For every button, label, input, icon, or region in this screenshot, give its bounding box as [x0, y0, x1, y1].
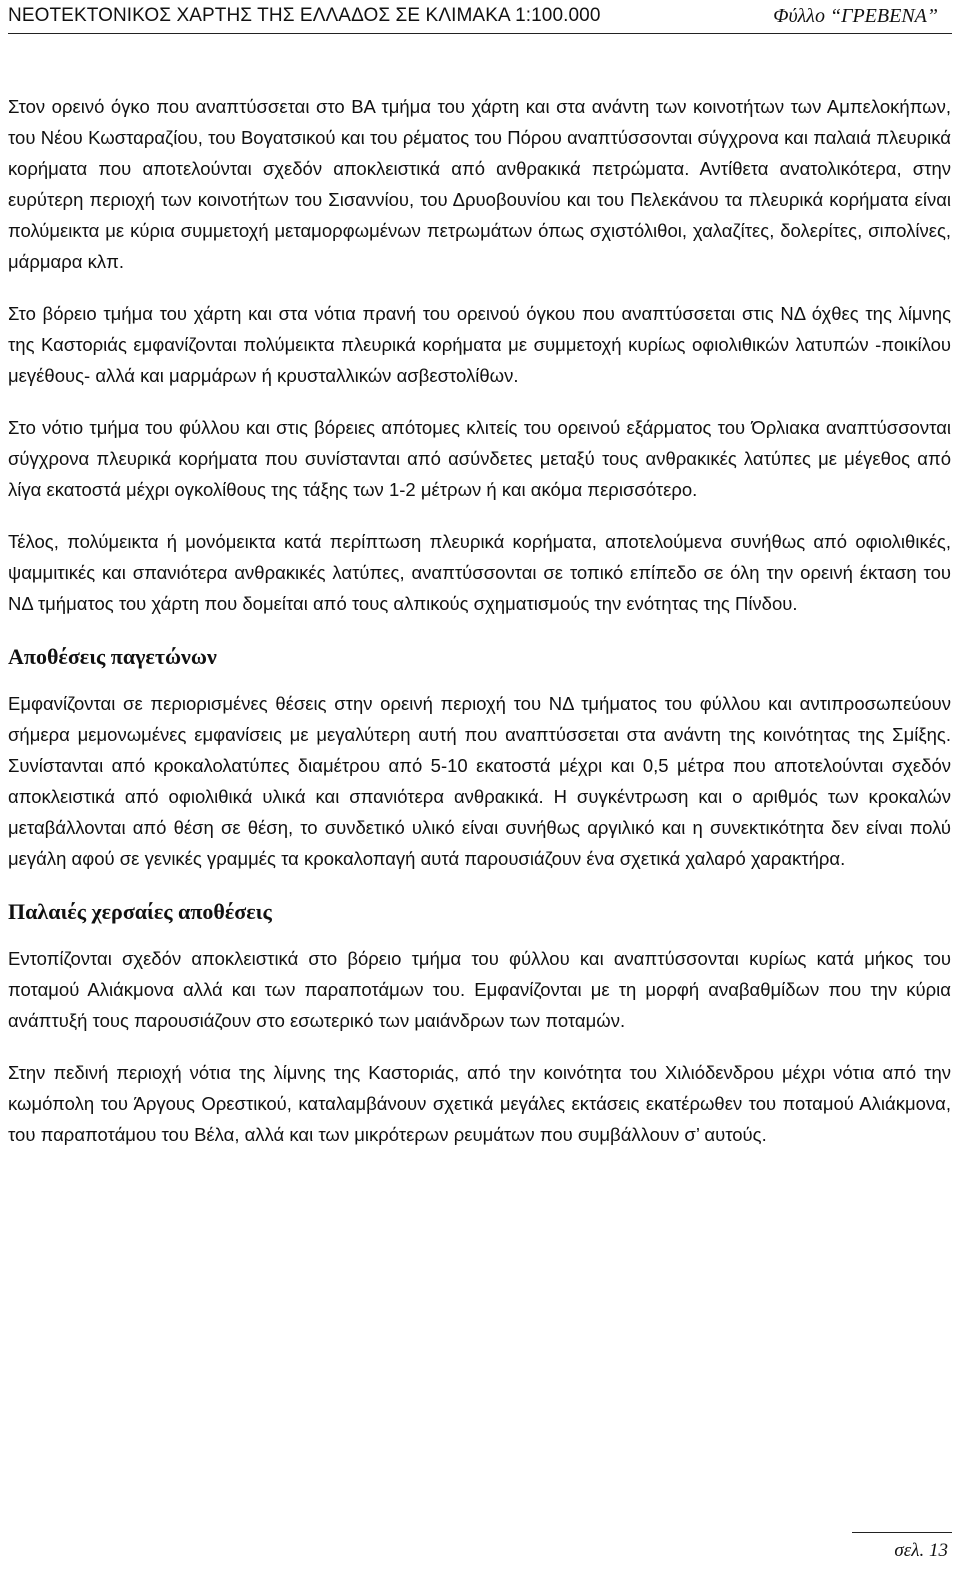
- page-header: [8, 3, 952, 34]
- paragraph: Στο νότιο τμήμα του φύλλου και στις βόρειες απότομες κλιτείς του ορεινού εξάρματος του Όρλιακα αναπτύσσονται σύγχρονα πλευρικά κορήματα που συνίστανται από ασύνδετες μεταξύ τους ανθρακικές λατύπες με μέγεθος από λίγα εκατοστά μέχρι ογκολίθους της τάξης των 1-2 μέτρων ή και ακόμα περισσότερο.: [8, 417, 951, 500]
- page-number: σελ. 13: [894, 1540, 948, 1561]
- section-heading: Αποθέσεις παγετώνων: [8, 644, 217, 669]
- paragraph: Εντοπίζονται σχεδόν αποκλειστικά στο βόρειο τμήμα του φύλλου και αναπτύσσονται κυρίως κατά μήκος του ποταμού Αλιάκμονα αλλά και των παραποτάμων του. Εμφανίζονται με τη μορφή αναβαθμίδων που την κύρια ανάπτυξή τους παρουσιάζουν στο εσωτερικό των μαιάνδρων των ποταμών.: [8, 948, 951, 1031]
- paragraph: Τέλος, πολύμεικτα ή μονόμεικτα κατά περίπτωση πλευρικά κορήματα, αποτελούμενα συνήθως από οφιολιθικές, ψαμμιτικές και σπανιότερα ανθρακικές λατύπες, αναπτύσσονται σε τοπικό επίπεδο σε όλη την ορεινή έκταση του ΝΔ τμήματος του χάρτη που δομείται από τους αλπικούς σχηματισμούς την ενότητας της Πίνδου.: [8, 531, 951, 614]
- paragraph: Στην πεδινή περιοχή νότια της λίμνης της Καστοριάς, από την κοινότητα του Χιλιόδενδρου μέχρι νότια από την κωμόπολη του Άργους Ορεστικού, καταλαμβάνουν σχετικά μεγάλες εκτάσεις εκατέρωθεν του ποταμού Αλιάκμονα, του παραποτάμου του Βέλα, αλλά και των μικρότερων ρευμάτων που συμβάλλουν σ’ αυτούς.: [8, 1062, 951, 1145]
- header-title: ΝΕΟΤΕΚΤΟΝΙΚΟΣ ΧΑΡΤΗΣ ΤΗΣ ΕΛΛΑΔΟΣ ΣΕ ΚΛΙΜΑΚΑ 1:100.000: [8, 5, 601, 26]
- paragraph: Στον ορεινό όγκο που αναπτύσσεται στο ΒΑ τμήμα του χάρτη και στα ανάντη των κοινοτήτων των Αμπελοκήπων, του Νέου Κωσταραζίου, του Βογατσικού και του ρέματος του Πόρου αναπτύσσονται σύγχρονα και παλαιά πλευρικά κορήματα που αποτελούνται σχεδόν αποκλειστικά από ανθρακικά πετρώματα. Αντίθετα ανατολικότερα, στην ευρύτερη περιοχή των κοινοτήτων του Σισαννίου, του Δρυοβουνίου και του Πελεκάνου τα πλευρικά κορήματα είναι πολύμεικτα με κύρια συμμετοχή μεταμορφωμένων πετρωμάτων όπως σχιστόλιθοι, χαλαζίτες, δολερίτες, σιπολίνες, μάρμαρα κλπ.: [8, 96, 951, 272]
- paragraph: Στο βόρειο τμήμα του χάρτη και στα νότια πρανή του ορεινού όγκου που αναπτύσσεται στις ΝΔ όχθες της λίμνης της Καστοριάς εμφανίζονται πολύμεικτα πλευρικά κορήματα με συμμετοχή κυρίως οφιολιθικών λατυπών -ποικίλου μεγέθους- αλλά και μαρμάρων ή κρυσταλλικών ασβεστολίθων.: [8, 303, 951, 386]
- header-sheet-name: Φύλλο “ΓΡΕΒΕΝΑ”: [773, 5, 938, 27]
- footer-divider: [852, 1532, 952, 1533]
- document-body: [8, 91, 951, 1171]
- paragraph: Εμφανίζονται σε περιορισμένες θέσεις στην ορεινή περιοχή του ΝΔ τμήματος του φύλλου και αντιπροσωπεύουν σήμερα μεμονωμένες εμφανίσεις με μεγαλύτερη αυτή που αναπτύσσεται στα ανάντη της κοινότητας της Σμίξης. Συνίστανται από κροκαλολατύπες διαμέτρου από 5-10 εκατοστά μέχρι και 0,5 μέτρα που αποτελούνται σχεδόν αποκλειστικά από οφιολιθικά υλικά και σπανιότερα ανθρακικά. Η συγκέντρωση και ο αριθμός των κροκαλών μεταβάλλονται από θέση σε θέση, το συνδετικό υλικό είναι συνήθως αργιλικό και η συνεκτικότητα δεν είναι πολύ μεγάλη αφού σε γενικές γραμμές τα κροκαλοπαγή αυτά παρουσιάζουν ένα σχετικά χαλαρό χαρακτήρα.: [8, 693, 951, 869]
- section-heading: Παλαιές χερσαίες αποθέσεις: [8, 899, 272, 924]
